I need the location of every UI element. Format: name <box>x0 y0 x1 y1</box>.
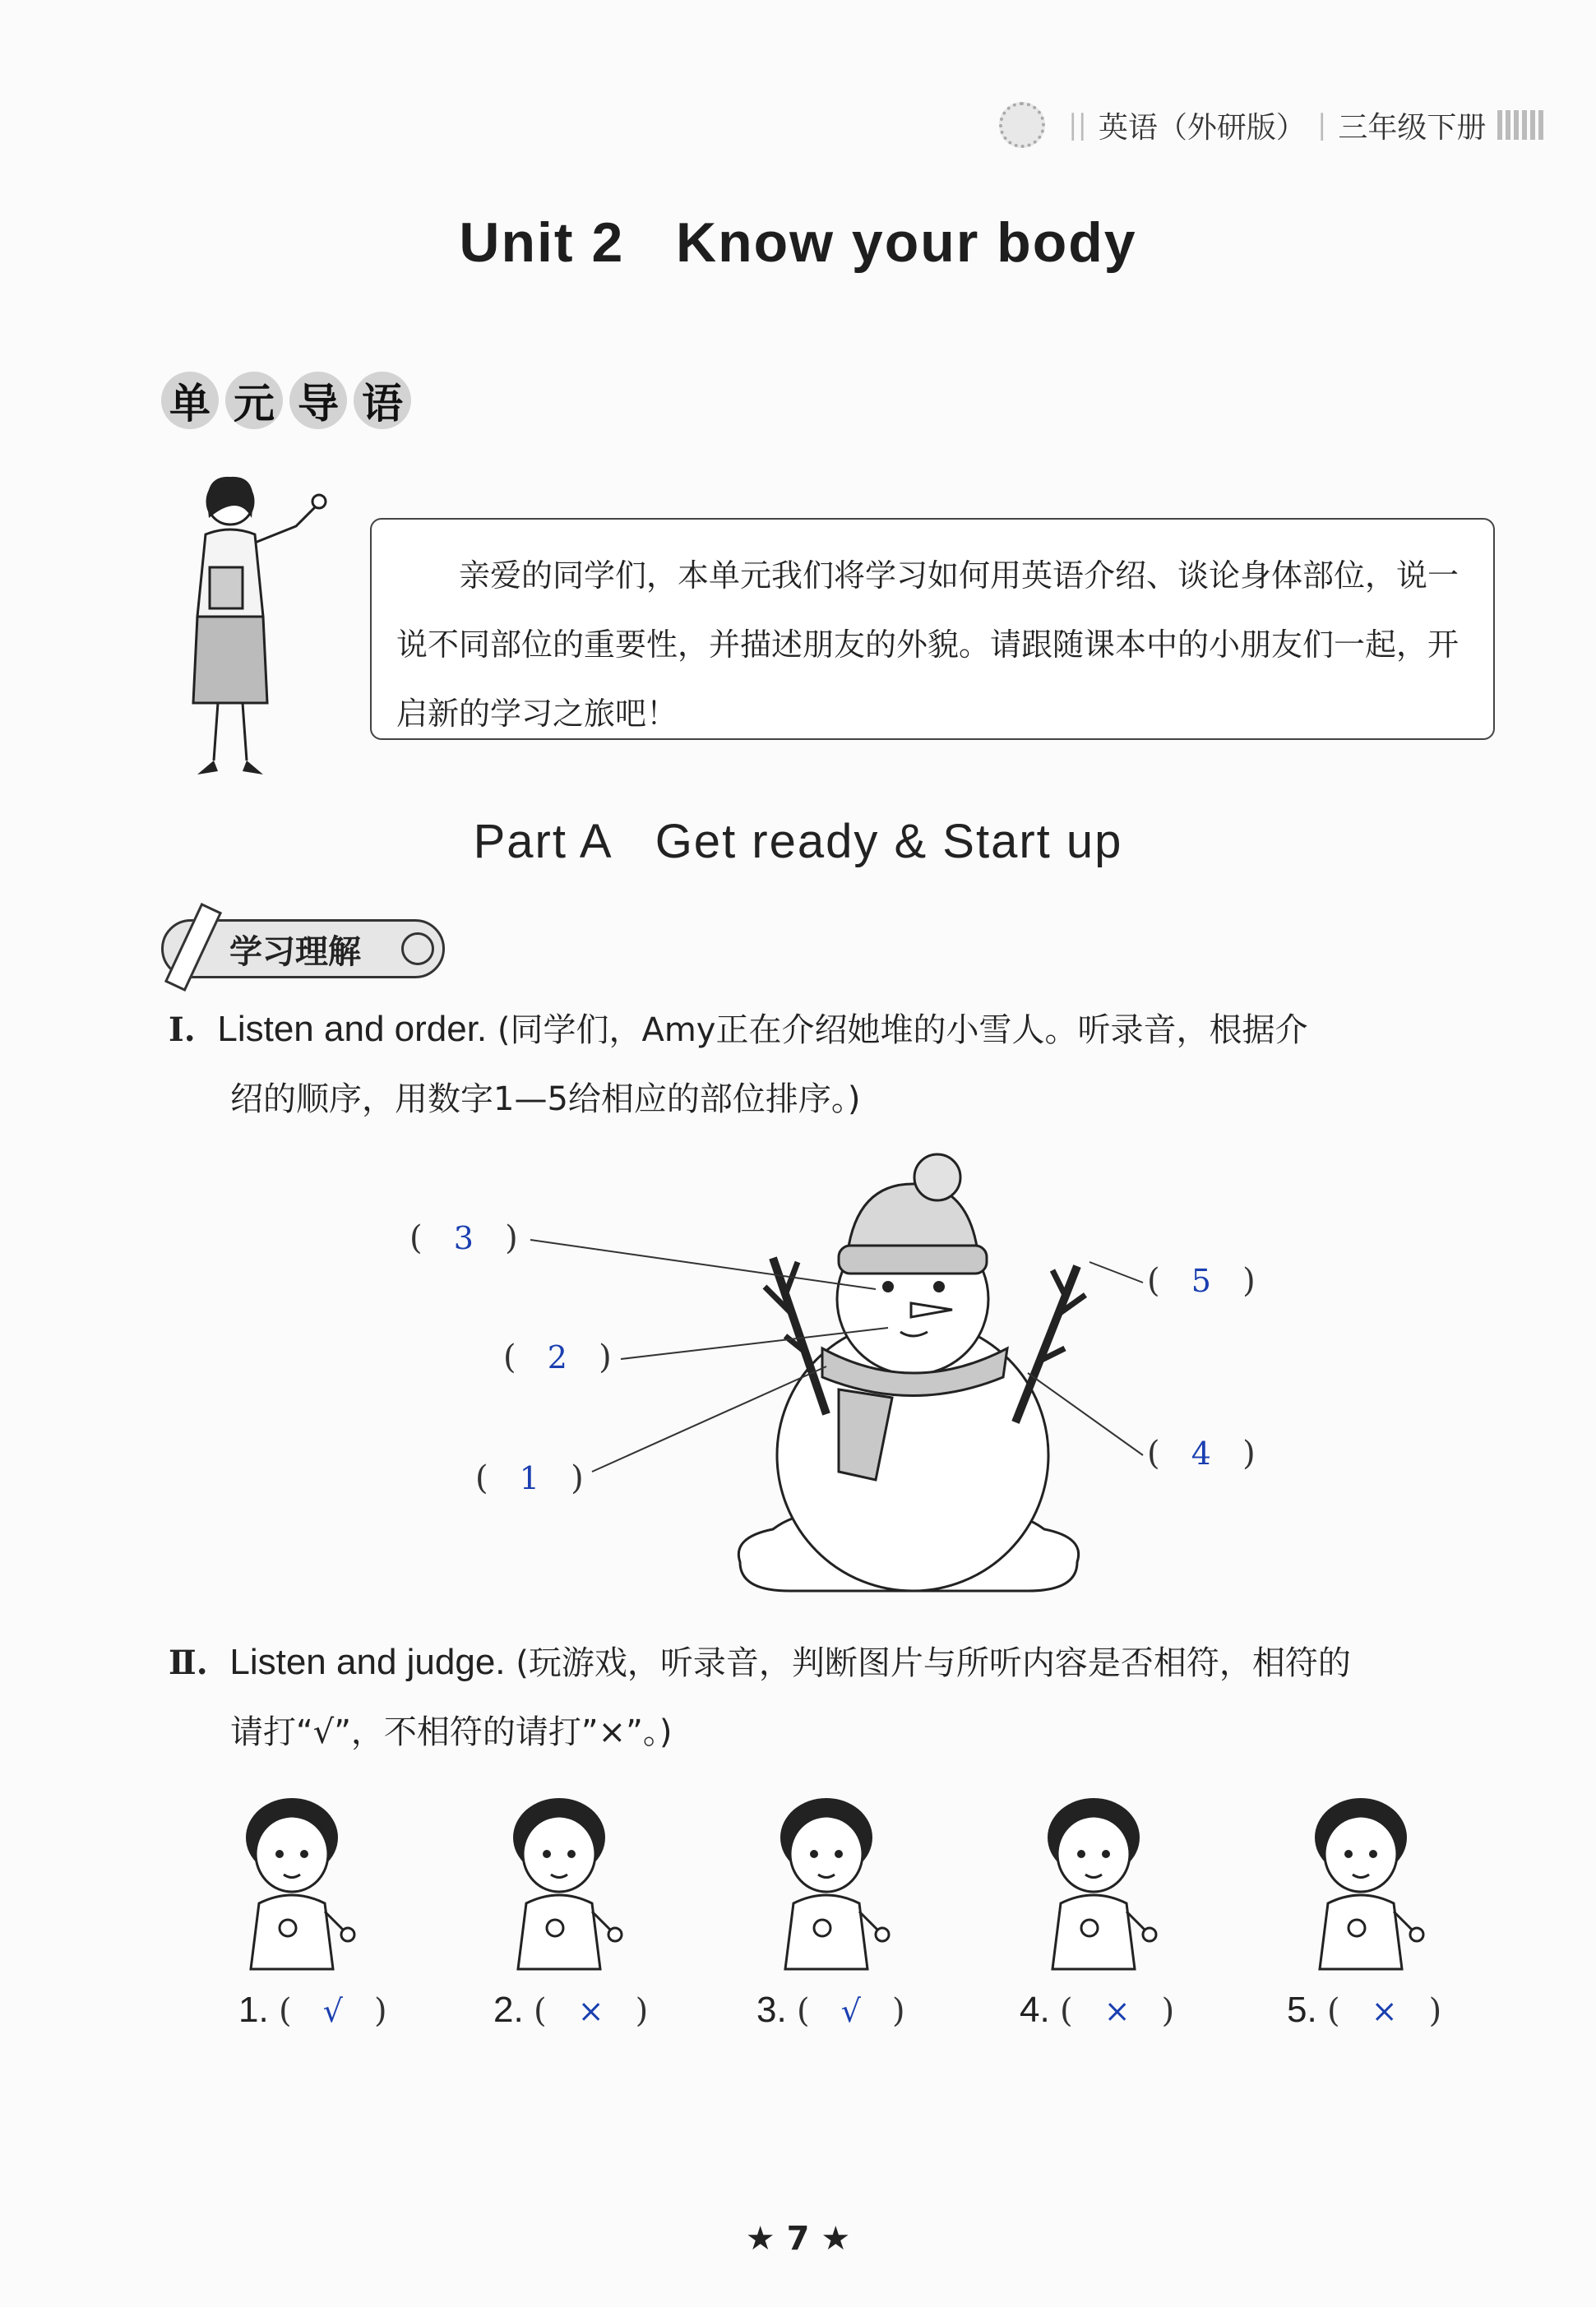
q2-prompt <box>169 1628 1517 1767</box>
boy-illustrations <box>230 1780 1464 1977</box>
leader-lines <box>0 1151 1596 1529</box>
badge-char: 单 <box>161 372 219 429</box>
header-subject: 英语（外研版） <box>1098 110 1306 145</box>
pencil-icon <box>164 903 222 992</box>
intro-box: 亲爱的同学们，本单元我们将学习如何用英语介绍、谈论身体部位，说一说不同部位的重要性，并描述朋友的外貌。请跟随课本中的小朋友们一起，开启新的学习之旅吧！ <box>370 518 1495 740</box>
q2-prompt-cn2: 请打“√”，不相符的请打”×”。) <box>230 1713 673 1751</box>
sun-icon <box>999 102 1045 148</box>
q2-item-answer: √ <box>322 1993 343 2029</box>
q2-number: Ⅱ. <box>169 1644 208 1682</box>
q2-item: 4. ( × ) <box>1020 1990 1175 2030</box>
q1-prompt <box>169 995 1517 1134</box>
q2-item: 3. ( √ ) <box>756 1990 905 2030</box>
q1-answer-body: ( 1 ) <box>475 1459 584 1497</box>
q2-prompt-cn1: (玩游戏，听录音，判断图片与所听内容是否相符，相符的 <box>516 1644 1351 1682</box>
q2-prompt-en: Listen and judge. <box>229 1642 506 1682</box>
q1-answer-nose: ( 5 ) <box>1147 1262 1256 1300</box>
page-header: || 英语（外研版） | 三年级下册 <box>999 100 1547 150</box>
q2-item-answer: √ <box>840 1993 861 2029</box>
q2-item: 2. ( × ) <box>493 1990 649 2030</box>
q2-item: 1. ( √ ) <box>238 1990 387 2030</box>
q2-item-answer: × <box>1371 1993 1398 2029</box>
badge-char: 导 <box>289 372 347 429</box>
page-number: ★ 7 ★ <box>745 2220 851 2258</box>
ring-icon <box>401 932 434 965</box>
badge-char: 元 <box>225 372 283 429</box>
q1-answer-mouth: ( 2 ) <box>503 1338 612 1376</box>
q1-prompt-cn2: 绍的顺序，用数字1—5给相应的部位排序。) <box>230 1080 861 1118</box>
header-grade: 三年级下册 <box>1338 110 1487 145</box>
q2-item: 5. ( × ) <box>1287 1990 1442 2030</box>
q2-item-answer: × <box>1103 1993 1131 2029</box>
q1-number: Ⅰ. <box>169 1010 196 1049</box>
q1-answer-arm: ( 4 ) <box>1147 1435 1256 1473</box>
section-tag <box>161 919 445 978</box>
unit-title: Unit 2 Know your body <box>459 211 1137 274</box>
teacher-illustration <box>173 469 329 781</box>
part-title: Part A Get ready & Start up <box>473 815 1123 868</box>
q2-item-answer: × <box>577 1993 604 2029</box>
q1-prompt-cn1: (同学们，Amy正在介绍她堆的小雪人。听录音，根据介 <box>497 1011 1308 1049</box>
section-tag-label: 学习理解 <box>229 932 361 971</box>
q1-prompt-en: Listen and order. <box>217 1009 488 1049</box>
q1-answer-eye: ( 3 ) <box>409 1219 518 1257</box>
badge-char: 语 <box>354 372 411 429</box>
unit-guide-badge <box>161 372 411 429</box>
header-stripes <box>1497 110 1547 140</box>
